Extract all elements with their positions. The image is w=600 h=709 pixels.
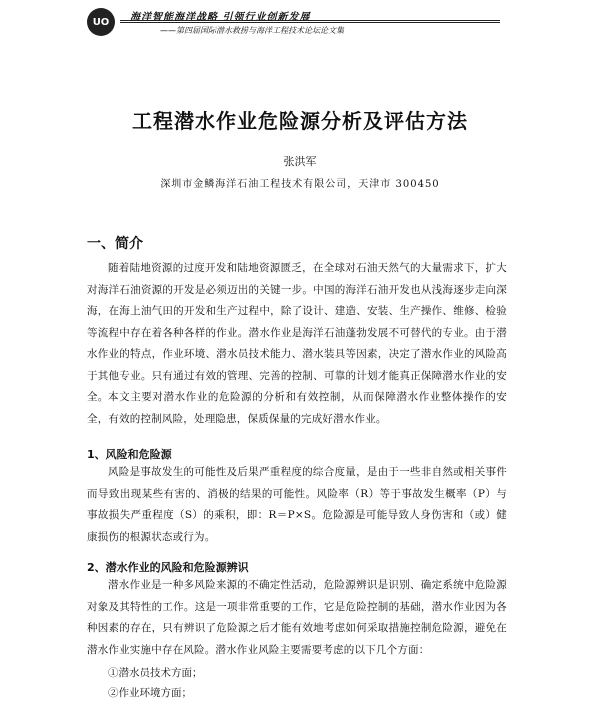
list-item: ①潜水员技术方面；: [108, 667, 203, 679]
section-heading-identification: 2、潜水作业的风险和危险源辨识: [87, 561, 249, 574]
running-header-title: 海洋智能海洋战略 引领行业创新发展: [130, 12, 311, 23]
risk-paragraph: 风险是事故发生的可能性及后果严重程度的综合度量，是由于一些非自然或相关事件而导致出现某些有害的、消极的结果的可能性。风险率（R）等于事故发生概率（P）与事故损失严重程度（S）的乘积，即：R＝P×S。危险源是可能导致人身伤害和（或）健康损伤的根源状态或行为。: [87, 466, 507, 543]
section-heading-risk: 1、风险和危险源: [87, 448, 172, 461]
journal-logo: UO: [87, 8, 115, 36]
intro-paragraph-2: 本文主要对潜水作业的危险源的分析和有效控制，从而保障潜水作业整体操作的安全，有效的控制风险，处理隐患，保质保量的完成好潜水作业。: [87, 391, 507, 425]
intro-paragraph-1: 随着陆地资源的过度开发和陆地资源匮乏，在全球对石油天然气的大量需求下，扩大对海洋石油资源的开发是必须迈出的关键一步。中国的海洋石油开发也从浅海逐步走向深海，在海上油气田的开发和生产过程中，除了设计、建造、安装、生产操作、维修、检验等流程中存在着各种各样的作业。潜水作业是海洋石油蓬勃发展不可替代的专业。由于潜水作业的特点，作业环境、潜水员技术能力、潜水装具等因素，决定了潜水作业的风险高于其他专业。只有通过有效的管理、完善的控制、可靠的计划才能真正保障潜水作业的安全。: [87, 262, 507, 403]
header-rule-thin: [120, 22, 500, 23]
header-rule: [120, 20, 500, 21]
section-heading-intro: 一、简介: [87, 236, 143, 252]
identification-paragraph: 潜水作业是一种多风险来源的不确定性活动，危险源辨识是识别、确定系统中危险源对象及其特性的工作。这是一项非常重要的工作，它是危险控制的基础，潜水作业因为各种因素的存在，只有辨识了危险源之后才能有效地考虑如何采取措施控制危险源，避免在潜水作业实施中存在风险。潜水作业风险主要需要考虑的以下几个方面：: [87, 579, 507, 656]
paper-title: 工程潜水作业危险源分析及评估方法: [132, 109, 468, 133]
author-affiliation: 深圳市金鳞海洋石油工程技术有限公司，天津市 300450: [160, 179, 440, 190]
list-item: ②作业环境方面；: [108, 687, 192, 699]
running-header-subtitle: ——第四届国际潜水救捞与海洋工程技术论坛论文集: [160, 26, 344, 35]
author-name: 张洪军: [283, 155, 317, 168]
